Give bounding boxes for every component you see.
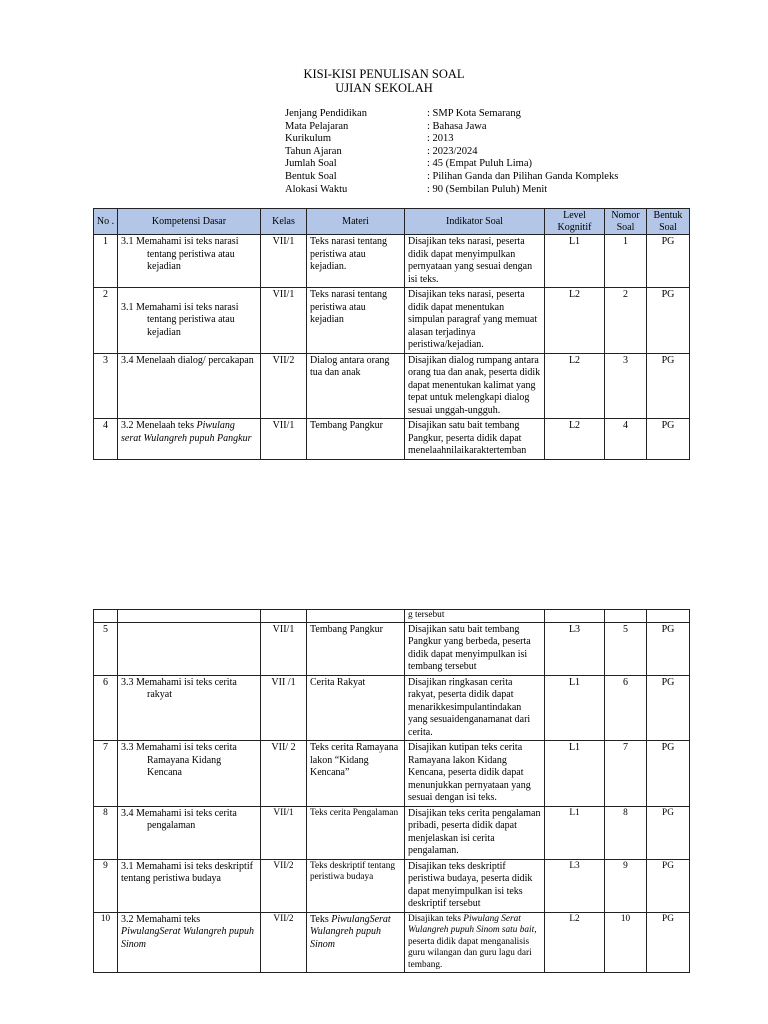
- cell-indikator: Disajikan teks narasi, peserta didik dapat menyimpulkan pernyataan yang sesuai dengan isi teks.: [405, 235, 545, 288]
- cell-no: 9: [94, 859, 118, 912]
- cell-nomor: 4: [605, 419, 647, 460]
- header-kelas: Kelas: [261, 209, 307, 235]
- cell-level: L2: [545, 288, 605, 354]
- header-bentuk-soal: Bentuk Soal: [647, 209, 690, 235]
- cell-nomor: 7: [605, 741, 647, 807]
- cell-no: 10: [94, 912, 118, 973]
- cell-materi: Teks cerita Ramayana lakon “Kidang Kencana”: [307, 741, 405, 807]
- cell-kompetensi-dasar: 3.3 Memahami isi teks cerita rakyat: [118, 675, 261, 741]
- cell-indikator: [405, 912, 545, 973]
- info-value: : 2013: [427, 133, 454, 145]
- cell-indikator: Disajikan teks cerita pengalaman pribadi, peserta didik dapat menjelaskan isi cerita pengalaman.: [405, 806, 545, 859]
- table-row: [94, 419, 690, 460]
- cell-bentuk: PG: [647, 288, 690, 354]
- cell-indikator: Disajikan ringkasan cerita rakyat, peserta didik dapat menarikkesimpulantindakan yang sesuaidenganamanat dari cerita.: [405, 675, 545, 741]
- cell-kelas: VII/1: [261, 235, 307, 288]
- kd-text: 3.2 Menelaah teks: [121, 420, 197, 431]
- info-value: : SMP Kota Semarang: [427, 108, 521, 119]
- cell-materi: [307, 610, 405, 623]
- cell-no: 6: [94, 675, 118, 741]
- header-level-kognitif: Level Kognitif: [545, 209, 605, 235]
- cell-nomor: 5: [605, 622, 647, 675]
- cell-level: L2: [545, 912, 605, 973]
- header-no: No .: [94, 209, 118, 235]
- cell-materi: Teks narasi tentang peristiwa atau kejadian: [307, 288, 405, 354]
- cell-indikator: Disajikan teks narasi, peserta didik dapat menentukan simpulan paragraf yang memuat alasan terjadinya peristiwa/kejadian.: [405, 288, 545, 354]
- cell-bentuk: PG: [647, 912, 690, 973]
- cell-nomor: 3: [605, 353, 647, 419]
- cell-level: [545, 610, 605, 623]
- indikator-text: Disajikan teks: [408, 913, 464, 924]
- indikator-text-end: , peserta didik dapat menganalisis guru wilangan dan guru lagu dari tembang.: [408, 925, 537, 970]
- table-row: [94, 288, 690, 354]
- cell-kompetensi-dasar: [118, 912, 261, 973]
- cell-level: L1: [545, 675, 605, 741]
- info-label: Mata Pelajaran: [285, 120, 349, 132]
- cell-materi: Dialog antara orang tua dan anak: [307, 353, 405, 419]
- cell-kompetensi-dasar: [118, 622, 261, 675]
- cell-bentuk: PG: [647, 235, 690, 288]
- table-row: [94, 675, 690, 741]
- cell-nomor: 8: [605, 806, 647, 859]
- cell-level: L1: [545, 741, 605, 807]
- info-label: Alokasi Waktu: [285, 183, 348, 195]
- cell-level: L2: [545, 419, 605, 460]
- info-label: Jenjang Pendidikan: [285, 108, 367, 119]
- cell-nomor: 10: [605, 912, 647, 973]
- cell-kelas: VII/2: [261, 859, 307, 912]
- cell-nomor: [605, 610, 647, 623]
- info-row: [285, 146, 618, 159]
- cell-no: [94, 610, 118, 623]
- cell-materi: Teks deskriptif tentang peristiwa budaya: [307, 859, 405, 912]
- table-row: [94, 806, 690, 859]
- info-row: [285, 133, 618, 146]
- info-row: [285, 121, 618, 134]
- cell-bentuk: PG: [647, 675, 690, 741]
- cell-bentuk: PG: [647, 622, 690, 675]
- cell-kompetensi-dasar: 3.3 Memahami isi teks cerita Ramayana Kidang Kencana: [118, 741, 261, 807]
- cell-nomor: 6: [605, 675, 647, 741]
- materi-text-italic: PiwulangSerat Wulangreh pupuh Sinom: [310, 913, 391, 950]
- cell-level: L1: [545, 235, 605, 288]
- cell-kelas: VII/1: [261, 622, 307, 675]
- materi-text: Teks: [310, 913, 332, 925]
- cell-nomor: 9: [605, 859, 647, 912]
- info-label: Tahun Ajaran: [285, 145, 342, 157]
- table-row: [94, 235, 690, 288]
- info-row: [285, 171, 618, 184]
- cell-no: 4: [94, 419, 118, 460]
- cell-no: 2: [94, 288, 118, 354]
- table-row: [94, 353, 690, 419]
- cell-kelas: VII/1: [261, 419, 307, 460]
- info-row: [285, 158, 618, 171]
- cell-no: 5: [94, 622, 118, 675]
- cell-kompetensi-dasar: 3.4 Menelaah dialog/ percakapan: [118, 353, 261, 419]
- header-nomor-soal: Nomor Soal: [605, 209, 647, 235]
- cell-kelas: [261, 610, 307, 623]
- kd-text: 3.2 Memahami teks: [121, 913, 201, 925]
- kisi-kisi-table-continued: [93, 609, 690, 973]
- table-row: [94, 622, 690, 675]
- cell-indikator: Disajikan satu bait tembang Pangkur, peserta didik dapat menelaahnilaikaraktertemban: [405, 419, 545, 460]
- cell-bentuk: PG: [647, 806, 690, 859]
- cell-level: L3: [545, 859, 605, 912]
- cell-no: 8: [94, 806, 118, 859]
- cell-bentuk: PG: [647, 859, 690, 912]
- document-info: [285, 108, 618, 196]
- cell-kelas: VII/1: [261, 806, 307, 859]
- cell-indikator: Disajikan dialog rumpang antara orang tua dan anak, peserta didik dapat menentukan kalimat yang tepat untuk melengkapi dialog sesuai unggah-ungguh.: [405, 353, 545, 419]
- info-label: Jumlah Soal: [285, 158, 337, 170]
- header-kompetensi-dasar: Kompetensi Dasar: [118, 209, 261, 235]
- info-row: [285, 184, 618, 197]
- cell-level: L2: [545, 353, 605, 419]
- info-row: [285, 108, 618, 121]
- info-value: : Pilihan Ganda dan Pilihan Ganda Kompleks: [427, 170, 619, 182]
- cell-materi: Teks narasi tentang peristiwa atau kejadian.: [307, 235, 405, 288]
- table-row: [94, 859, 690, 912]
- kisi-kisi-table: [93, 208, 690, 460]
- table-row: [94, 912, 690, 973]
- cell-bentuk: PG: [647, 741, 690, 807]
- cell-indikator: Disajikan kutipan teks cerita Ramayana lakon Kidang Kencana, peserta didik dapat menunjukkan pernyataan yang sesuai dengan isi teks.: [405, 741, 545, 807]
- table-header-row: [94, 209, 690, 235]
- cell-bentuk: PG: [647, 419, 690, 460]
- cell-no: 3: [94, 353, 118, 419]
- cell-nomor: 1: [605, 235, 647, 288]
- info-value: : 90 (Sembilan Puluh) Menit: [427, 183, 548, 195]
- cell-no: 1: [94, 235, 118, 288]
- table-row-continuation: [94, 610, 690, 623]
- cell-indikator: Disajikan teks deskriptif peristiwa budaya, peserta didik dapat menyimpulkan isi teks deskriptif tersebut: [405, 859, 545, 912]
- cell-kelas: VII/2: [261, 912, 307, 973]
- indikator-text-italic: Piwulang Serat Wulangreh pupuh Sinom satu bait: [408, 913, 535, 935]
- table-row: [94, 741, 690, 807]
- info-value: : 2023/2024: [427, 145, 478, 157]
- cell-kelas: VII /1: [261, 675, 307, 741]
- kd-text-italic: PiwulangSerat Wulangreh pupuh Sinom: [121, 926, 254, 950]
- cell-kelas: VII/ 2: [261, 741, 307, 807]
- cell-kompetensi-dasar: 3.1 Memahami isi teks narasi tentang peristiwa atau kejadian: [118, 288, 261, 354]
- cell-bentuk: [647, 610, 690, 623]
- cell-kelas: VII/2: [261, 353, 307, 419]
- info-value: : Bahasa Jawa: [427, 120, 487, 132]
- cell-materi: Teks cerita Pengalaman: [307, 806, 405, 859]
- document-subtitle: UJIAN SEKOLAH: [335, 81, 433, 95]
- kd-text-italic: Piwulang serat Wulangreh pupuh Pangkur: [121, 420, 252, 444]
- cell-kompetensi-dasar: 3.1 Memahami isi teks deskriptif tentang peristiwa budaya: [118, 859, 261, 912]
- cell-materi: Cerita Rakyat: [307, 675, 405, 741]
- cell-kompetensi-dasar: [118, 419, 261, 460]
- cell-indikator: Disajikan satu bait tembang Pangkur yang berbeda, peserta didik dapat menyimpulkan isi tembang tersebut: [405, 622, 545, 675]
- cell-level: L1: [545, 806, 605, 859]
- cell-materi: Tembang Pangkur: [307, 622, 405, 675]
- cell-kompetensi-dasar: 3.1 Memahami isi teks narasi tentang peristiwa atau kejadian: [118, 235, 261, 288]
- cell-nomor: 2: [605, 288, 647, 354]
- cell-materi: Tembang Pangkur: [307, 419, 405, 460]
- document-title: KISI-KISI PENULISAN SOAL: [303, 67, 465, 81]
- cell-bentuk: PG: [647, 353, 690, 419]
- cell-kompetensi-dasar: 3.4 Memahami isi teks cerita pengalaman: [118, 806, 261, 859]
- header-indikator-soal: Indikator Soal: [405, 209, 545, 235]
- cell-kompetensi-dasar: [118, 610, 261, 623]
- cell-level: L3: [545, 622, 605, 675]
- cell-indikator: g tersebut: [405, 610, 545, 623]
- info-value: : 45 (Empat Puluh Lima): [427, 158, 532, 170]
- info-label: Bentuk Soal: [285, 170, 337, 182]
- cell-kelas: VII/1: [261, 288, 307, 354]
- cell-materi: [307, 912, 405, 973]
- cell-no: 7: [94, 741, 118, 807]
- header-materi: Materi: [307, 209, 405, 235]
- info-label: Kurikulum: [285, 133, 332, 145]
